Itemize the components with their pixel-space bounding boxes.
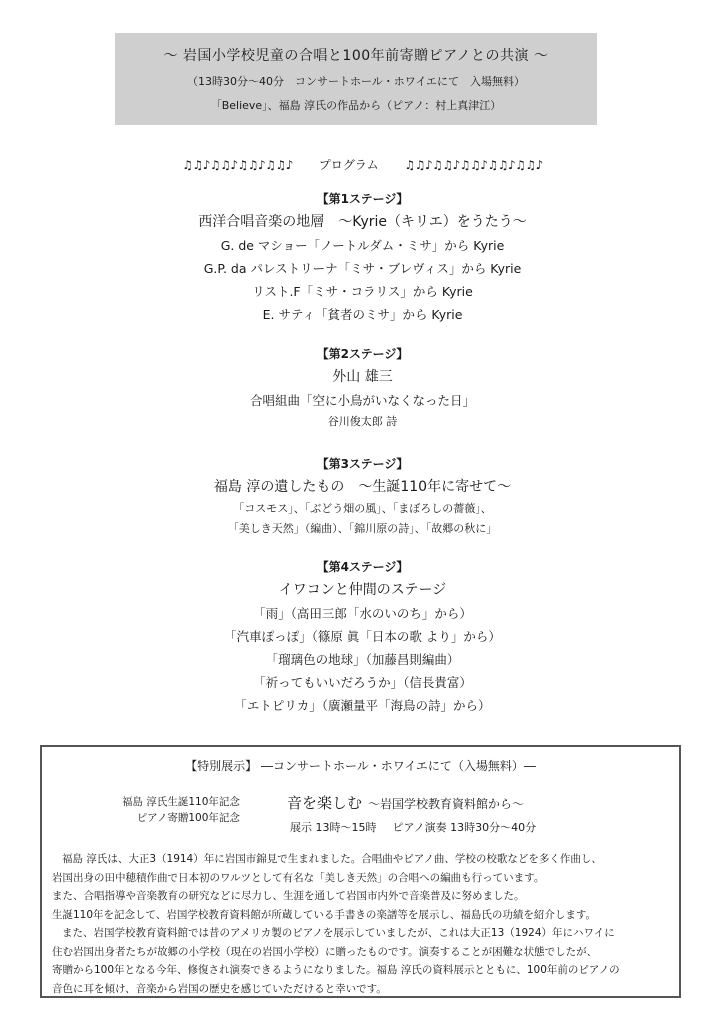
exhibit-time: 展示 13時～15時 [290,821,377,834]
stage-title: 西洋合唱音楽の地層 ～Kyrie（キリエ）をうたう～ [198,214,527,230]
stage-subtitle: 合唱組曲「空に小鳥がいなくなった日」 [249,393,475,408]
description-line: 寄贈から100年となる今年、修復され演奏できるようになりました。福島 淳氏の資料展示とともに、100年前のピアノの [52,964,620,976]
stage-line: G. de マショー「ノートルダム・ミサ」から Kyrie [220,238,505,253]
stage-line: 「祈ってもいいだろうか」（信長貴富） [253,675,472,690]
stage-line: 「瑠璃色の地球」（加藤昌則編曲） [265,652,460,667]
exhibit-description [52,850,670,998]
music-notes-right: ♫♫♪♫♫♪♫♫♪♫♫♪♫♫♪ [404,158,543,172]
stage-1 [0,190,725,323]
exhibit-heading: 【特別展示】 ―コンサートホール・ホワイエにて（入場無料）― [185,759,536,773]
special-exhibit [40,745,681,998]
stage-line: 「美しき天然」（編曲）、「錦川原の詩」、「故郷の秋に」 [227,522,498,535]
description-line: 住む岩国出身者たちが故郷の小学校（現在の岩国小学校）に贈ったものです。演奏することが困難な状態でしたが、 [52,945,598,958]
stage-title: イワコンと仲間のステージ [278,582,447,598]
exhibit-anniversary [122,794,240,826]
piano-time: ピアノ演奏 13時30分～40分 [392,821,537,834]
stage-line: 「汽車ぽっぽ」（篠原 眞「日本の歌 より」から） [224,629,501,644]
stage-line: 「エトピリカ」（廣瀬量平「海鳥の詩」から） [234,698,491,713]
description-line: また、岩国学校教育資料館では昔のアメリカ製のピアノを展示していましたが、これは大正13（1924）年にハワイに [62,927,615,939]
program-heading [0,156,725,173]
music-notes-left: ♫♫♪♫♫♪♫♫♪♫♫♪ [182,158,293,172]
description-line: 生誕110年を記念して、岩国学校教育資料館が所蔵している手書きの楽譜等を展示し、福島氏の功績を紹介します。 [52,908,596,921]
event-header [115,33,597,125]
anniversary-line: 福島 淳氏生誕110年記念 [122,796,240,808]
stage-title: 福島 淳の遺したもの ～生誕110年に寄せて～ [213,479,512,495]
stage-line: 「雨」（高田三郎「水のいのち」から） [253,606,472,621]
exhibit-times [290,819,536,835]
exhibit-name [287,792,524,813]
stage-title: 外山 雄三 [332,369,393,385]
exhibit-name-main: 音を楽しむ [287,794,363,812]
exhibit-name-sub: ～岩国学校教育資料館から～ [368,797,525,811]
stage-label: 【第4ステージ】 [316,560,409,574]
stage-poet: 谷川俊太郎 詩 [327,415,398,428]
description-line: 福島 淳氏は、大正3（1914）年に岩国市錦見で生まれました。合唱曲やピアノ曲、学校の校歌などを多く作曲し、 [62,853,602,865]
stage-3 [0,455,725,536]
stage-line: 「コスモス」、「ぶどう畑の風」、「まぼろしの薔薇」、 [233,502,492,515]
stage-4 [0,558,725,714]
stage-label: 【第2ステージ】 [316,347,409,361]
event-time-place: （13時30分～40分 コンサートホール・ホワイエにて 入場無料） [187,75,525,88]
stage-line: G.P. da パレストリーナ「ミサ・ブレヴィス」から Kyrie [203,261,522,276]
anniversary-line: ピアノ寄贈100年記念 [136,812,240,824]
program-label: プログラム [318,158,379,172]
stage-line: リスト.F「ミサ・コラリス」から Kyrie [252,284,473,299]
stage-label: 【第3ステージ】 [316,457,409,471]
stage-line: E. サティ「貧者のミサ」から Kyrie [262,307,463,322]
stage-2 [0,345,725,429]
description-line: また、合唱指導や音楽教育の研究などに尽力し、生涯を通して岩国市内外で音楽普及に努めました。 [52,890,525,902]
stage-label: 【第1ステージ】 [316,192,409,206]
description-line: 岩国出身の田中穂積作曲で日本初のワルツとして有名な「美しき天然」の合唱への編曲も行っています。 [52,871,545,884]
event-title: ～ 岩国小学校児童の合唱と100年前寄贈ピアノとの共演 ～ [163,48,549,64]
description-line: 音色に耳を傾け、音楽から岩国の歴史を感じていただけると幸いです。 [52,982,387,995]
event-piece: 「Believe」、福島 淳氏の作品から（ピアノ：村上真津江） [210,99,502,112]
